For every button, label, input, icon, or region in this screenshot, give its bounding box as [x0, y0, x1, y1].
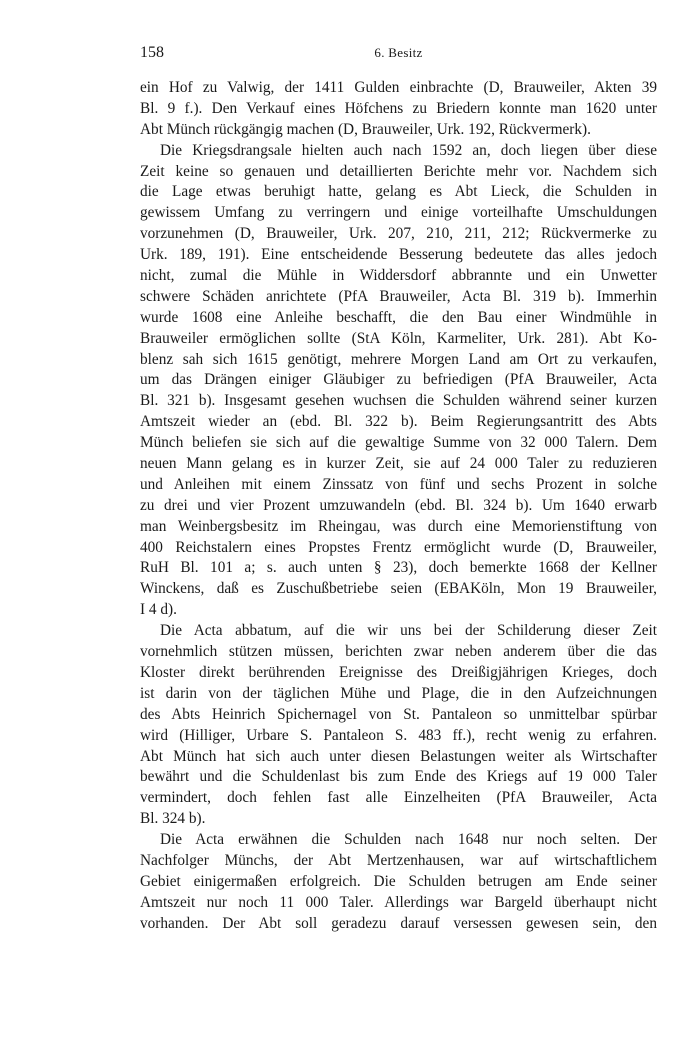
text-line: schwere Schäden anrichtete (PfA Brauweiler, Acta Bl. 319 b). Immerhin: [140, 287, 657, 305]
text-line: man Weinbergsbesitz im Rheingau, was durch eine Memorienstiftung von: [140, 517, 657, 535]
text-line: RuH Bl. 101 a; s. auch unten § 23), doch bemerkte 1668 der Kellner: [140, 559, 657, 577]
text-line: Abt Münch hat sich auch unter diesen Belastungen weiter als Wirtschafter: [140, 747, 657, 765]
text-line: Bl. 9 f.). Den Verkauf eines Höfchens zu Briedern konnte man 1620 unter: [140, 99, 657, 117]
text-line: Münch beliefen sie sich auf die gewaltige Summe von 32 000 Talern. Dem: [140, 434, 657, 452]
paragraph: [140, 830, 657, 934]
text-line: vornehmlich stützen müssen, berichten zwar neben anderem über die das: [140, 643, 657, 661]
text-line: des Abts Heinrich Spichernagel von St. Pantaleon so unmittelbar spürbar: [140, 705, 657, 723]
body-text: [140, 78, 657, 935]
page-number: 158: [140, 44, 164, 61]
text-line: Winckens, daß es Zuschußbetriebe seien (EBAKöln, Mon 19 Brauweiler,: [140, 580, 657, 598]
text-line: Gebiet einigermaßen erfolgreich. Die Schulden betrugen am Ende seiner: [140, 872, 657, 890]
paragraph: [140, 621, 657, 830]
text-line: und Anleihen mit einem Zinssatz von fünf und sechs Prozent in solche: [140, 475, 657, 493]
paragraph: [140, 78, 657, 141]
text-line: 400 Reichstalern eines Propstes Frentz ermöglicht wurde (D, Brauweiler,: [140, 538, 657, 556]
text-line: Abt Münch rückgängig machen (D, Brauweiler, Urk. 192, Rückvermerk).: [140, 120, 591, 138]
text-line: um das Drängen einiger Gläubiger zu befriedigen (PfA Brauweiler, Acta: [140, 371, 657, 389]
text-line: vorhanden. Der Abt soll geradezu darauf versessen gewesen sein, den: [140, 914, 657, 932]
text-line: Bl. 324 b).: [140, 810, 206, 828]
text-line: vorzunehmen (D, Brauweiler, Urk. 207, 210, 211, 212; Rückvermerke zu: [140, 225, 657, 243]
text-line: I 4 d).: [140, 601, 177, 619]
paragraph: [140, 141, 657, 621]
text-line: Amtszeit wieder an (ebd. Bl. 322 b). Beim Regierungsantritt des Abts: [140, 413, 657, 431]
chapter-title: 6. Besitz: [374, 45, 423, 60]
text-line: wurde 1608 eine Anleihe beschafft, die den Bau einer Windmühle in: [140, 308, 657, 326]
text-line: gewissem Umfang zu verringern und einige vorteilhafte Umschuldungen: [140, 204, 657, 222]
text-line: bewährt und die Schuldenlast bis zum Ende des Kriegs auf 19 000 Taler: [140, 768, 657, 786]
text-line: nicht, zumal die Mühle in Widdersdorf abbrannte und ein Unwetter: [140, 267, 657, 285]
text-line: wird (Hilliger, Urbare S. Pantaleon S. 483 ff.), recht wenig zu erfahren.: [140, 726, 657, 744]
text-line: neuen Mann gelang es in kurzer Zeit, sie auf 24 000 Taler zu reduzieren: [140, 455, 657, 473]
running-head: [140, 44, 657, 64]
text-line: ein Hof zu Valwig, der 1411 Gulden einbrachte (D, Brauweiler, Akten 39: [140, 79, 657, 96]
text-line: Die Acta erwähnen die Schulden nach 1648 nur noch selten. Der: [160, 831, 657, 849]
text-line: Die Kriegsdrangsale hielten auch nach 1592 an, doch liegen über diese: [160, 141, 657, 159]
text-line: Bl. 321 b). Insgesamt gesehen wuchsen die Schulden während seiner kurzen: [140, 392, 657, 410]
text-line: ist darin von der täglichen Mühe und Plage, die in den Aufzeichnungen: [140, 684, 657, 702]
text-line: Zeit keine so genauen und detaillierten Berichte mehr vor. Nachdem sich: [140, 162, 657, 180]
text-line: blenz sah sich 1615 genötigt, mehrere Morgen Land am Ort zu verkaufen,: [140, 350, 657, 368]
text-line: Brauweiler ermöglichen sollte (StA Köln, Karmeliter, Urk. 281). Abt Ko-: [140, 329, 657, 347]
text-line: Nachfolger Münchs, der Abt Mertzenhausen, war auf wirtschaftlichem: [140, 851, 657, 869]
text-line: Amtszeit nur noch 11 000 Taler. Allerdings war Bargeld überhaupt nicht: [140, 893, 657, 911]
text-line: Kloster direkt berührenden Ereignisse des Dreißigjährigen Krieges, doch: [140, 663, 657, 681]
text-line: zu drei und vier Prozent umzuwandeln (ebd. Bl. 324 b). Um 1640 erwarb: [140, 496, 657, 514]
text-line: Die Acta abbatum, auf die wir uns bei der Schilderung dieser Zeit: [160, 622, 657, 640]
text-line: vermindert, doch fehlen fast alle Einzelheiten (PfA Brauweiler, Acta: [140, 789, 657, 807]
text-line: Urk. 189, 191). Eine entscheidende Besserung bedeutete das alles jedoch: [140, 246, 657, 264]
text-line: die Lage etwas beruhigt hatte, gelang es Abt Lieck, die Schulden in: [140, 183, 657, 201]
